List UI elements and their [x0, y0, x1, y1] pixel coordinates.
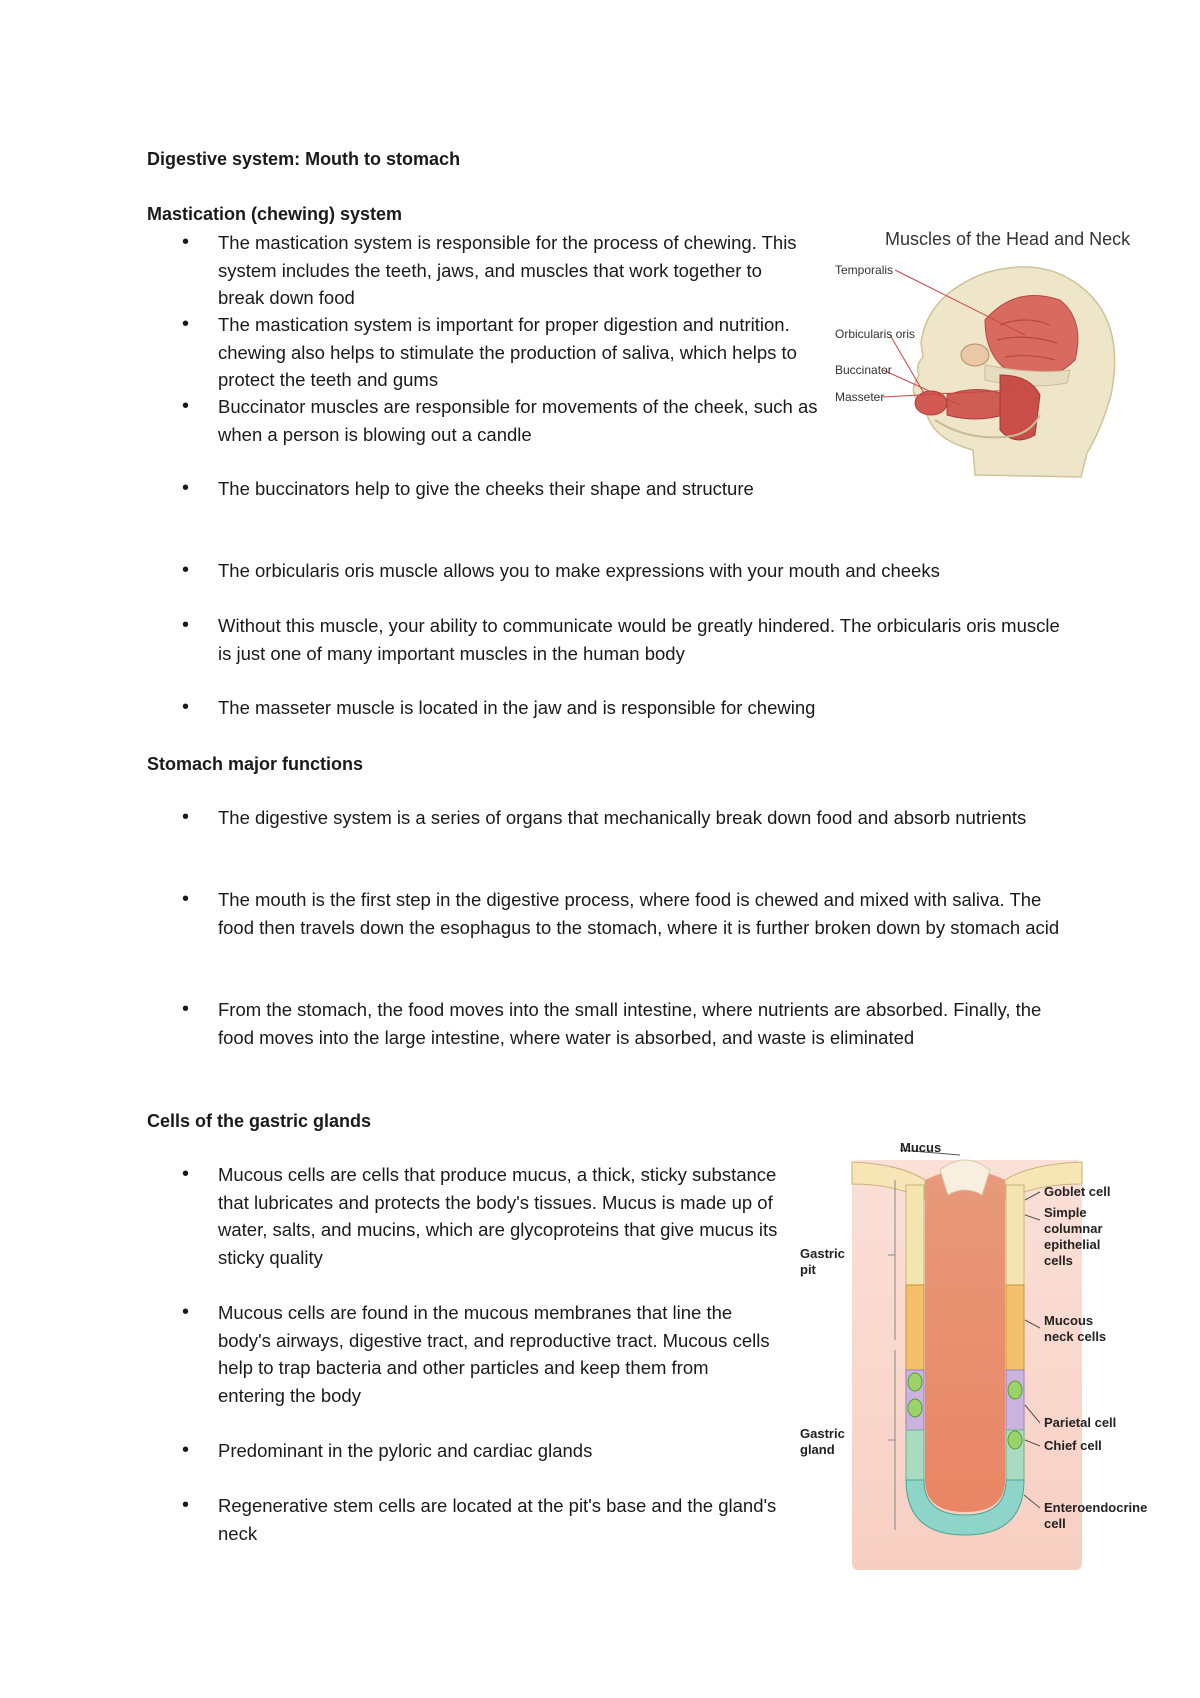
label-gastric-pit-2: pit [800, 1262, 816, 1277]
gastric-gland-figure [800, 1140, 1160, 1570]
document-title: Digestive system: Mouth to stomach [147, 149, 461, 169]
label-temporalis: Temporalis [835, 263, 894, 277]
label-gastric-gland-1: Gastric [800, 1426, 845, 1441]
label-enteroendocrine: Enteroendocrine [1044, 1500, 1148, 1515]
bullet-item: • Mucous cells are found in the mucous membranes that line the body's airways, digestive tract, and reproductive tract. Mucous cells help to trap bacteria and other particles and keep them from entering the body [218, 1299, 778, 1409]
label-mucous: Mucous [1044, 1313, 1094, 1328]
bullet-item: • Predominant in the pyloric and cardiac glands [218, 1437, 778, 1465]
label-masseter: Masseter [835, 390, 885, 404]
label-epithelial: epithelial [1044, 1237, 1101, 1252]
bullet-item: • The mastication system is important for proper digestion and nutrition. chewing also helps to stimulate the production of saliva, which helps to protect the teeth and gums [218, 311, 798, 394]
label-gastric-gland-2: gland [800, 1442, 835, 1457]
bullet-item: • The orbicularis oris muscle allows you to make expressions with your mouth and cheeks [218, 557, 1098, 585]
section-heading-mastication: Mastication (chewing) system [147, 204, 403, 224]
bullet-item: • The mastication system is responsible for the process of chewing. This system includes the teeth, jaws, and muscles that work together to break down food [218, 229, 798, 312]
simple-columnar-cells-left [906, 1185, 924, 1285]
bullet-item: • The buccinators help to give the cheeks their shape and structure [218, 475, 758, 503]
label-goblet-cell: Goblet cell [1044, 1184, 1111, 1199]
bullet-item: • From the stomach, the food moves into the small intestine, where nutrients are absorbed. Finally, the food moves into the large intestine, where water is absorbed, and waste is eliminated [218, 996, 1078, 1051]
mucous-neck-cells-left [906, 1285, 924, 1370]
chief-cells-right [1006, 1370, 1024, 1430]
bullet-item: • The mouth is the first step in the digestive process, where food is chewed and mixed with saliva. The food then travels down the esophagus to the stomach, where it is further broken down by stomach acid [218, 886, 1078, 941]
label-chief-cell: Chief cell [1044, 1438, 1102, 1453]
simple-columnar-cells-right [1006, 1185, 1024, 1285]
gland-lumen [925, 1170, 1005, 1512]
label-enteroendocrine-cell: cell [1044, 1516, 1066, 1531]
label-neck-cells: neck cells [1044, 1329, 1107, 1344]
label-simple: Simple [1044, 1205, 1087, 1220]
bullet-item: • Buccinator muscles are responsible for movements of the cheek, such as when a person is blowing out a candle [218, 393, 818, 448]
section-heading-stomach: Stomach major functions [147, 754, 364, 774]
bullet-item: • Without this muscle, your ability to communicate would be greatly hindered. The orbicularis oris muscle is just one of many important muscles in the human body [218, 612, 1078, 667]
label-cells: cells [1044, 1253, 1073, 1268]
figure-head-title: Muscles of the Head and Neck [885, 229, 1131, 249]
head-neck-muscles-figure [835, 225, 1145, 485]
label-orbicularis-oris: Orbicularis oris [835, 327, 916, 341]
section-heading-gastric-glands: Cells of the gastric glands [147, 1111, 372, 1131]
bullet-item: • Mucous cells are cells that produce mucus, a thick, sticky substance that lubricates and protects the body's tissues. Mucus is made up of water, salts, and mucins, which are glycoproteins that give mucus its sticky quality [218, 1161, 778, 1271]
bullet-item: • The masseter muscle is located in the jaw and is responsible for chewing [218, 694, 1098, 722]
label-parietal-cell: Parietal cell [1044, 1415, 1117, 1430]
bullet-item: • The digestive system is a series of organs that mechanically break down food and absorb nutrients [218, 804, 1068, 832]
label-gastric-pit-1: Gastric [800, 1246, 845, 1261]
label-mucus: Mucus [900, 1140, 942, 1155]
buccinator-muscle [947, 389, 1003, 419]
label-buccinator: Buccinator [835, 363, 892, 377]
mucous-neck-cells-right [1006, 1285, 1024, 1370]
label-columnar: columnar [1044, 1221, 1103, 1236]
parietal-cells-left [906, 1430, 924, 1480]
bullet-item: • Regenerative stem cells are located at the pit's base and the gland's neck [218, 1492, 778, 1547]
